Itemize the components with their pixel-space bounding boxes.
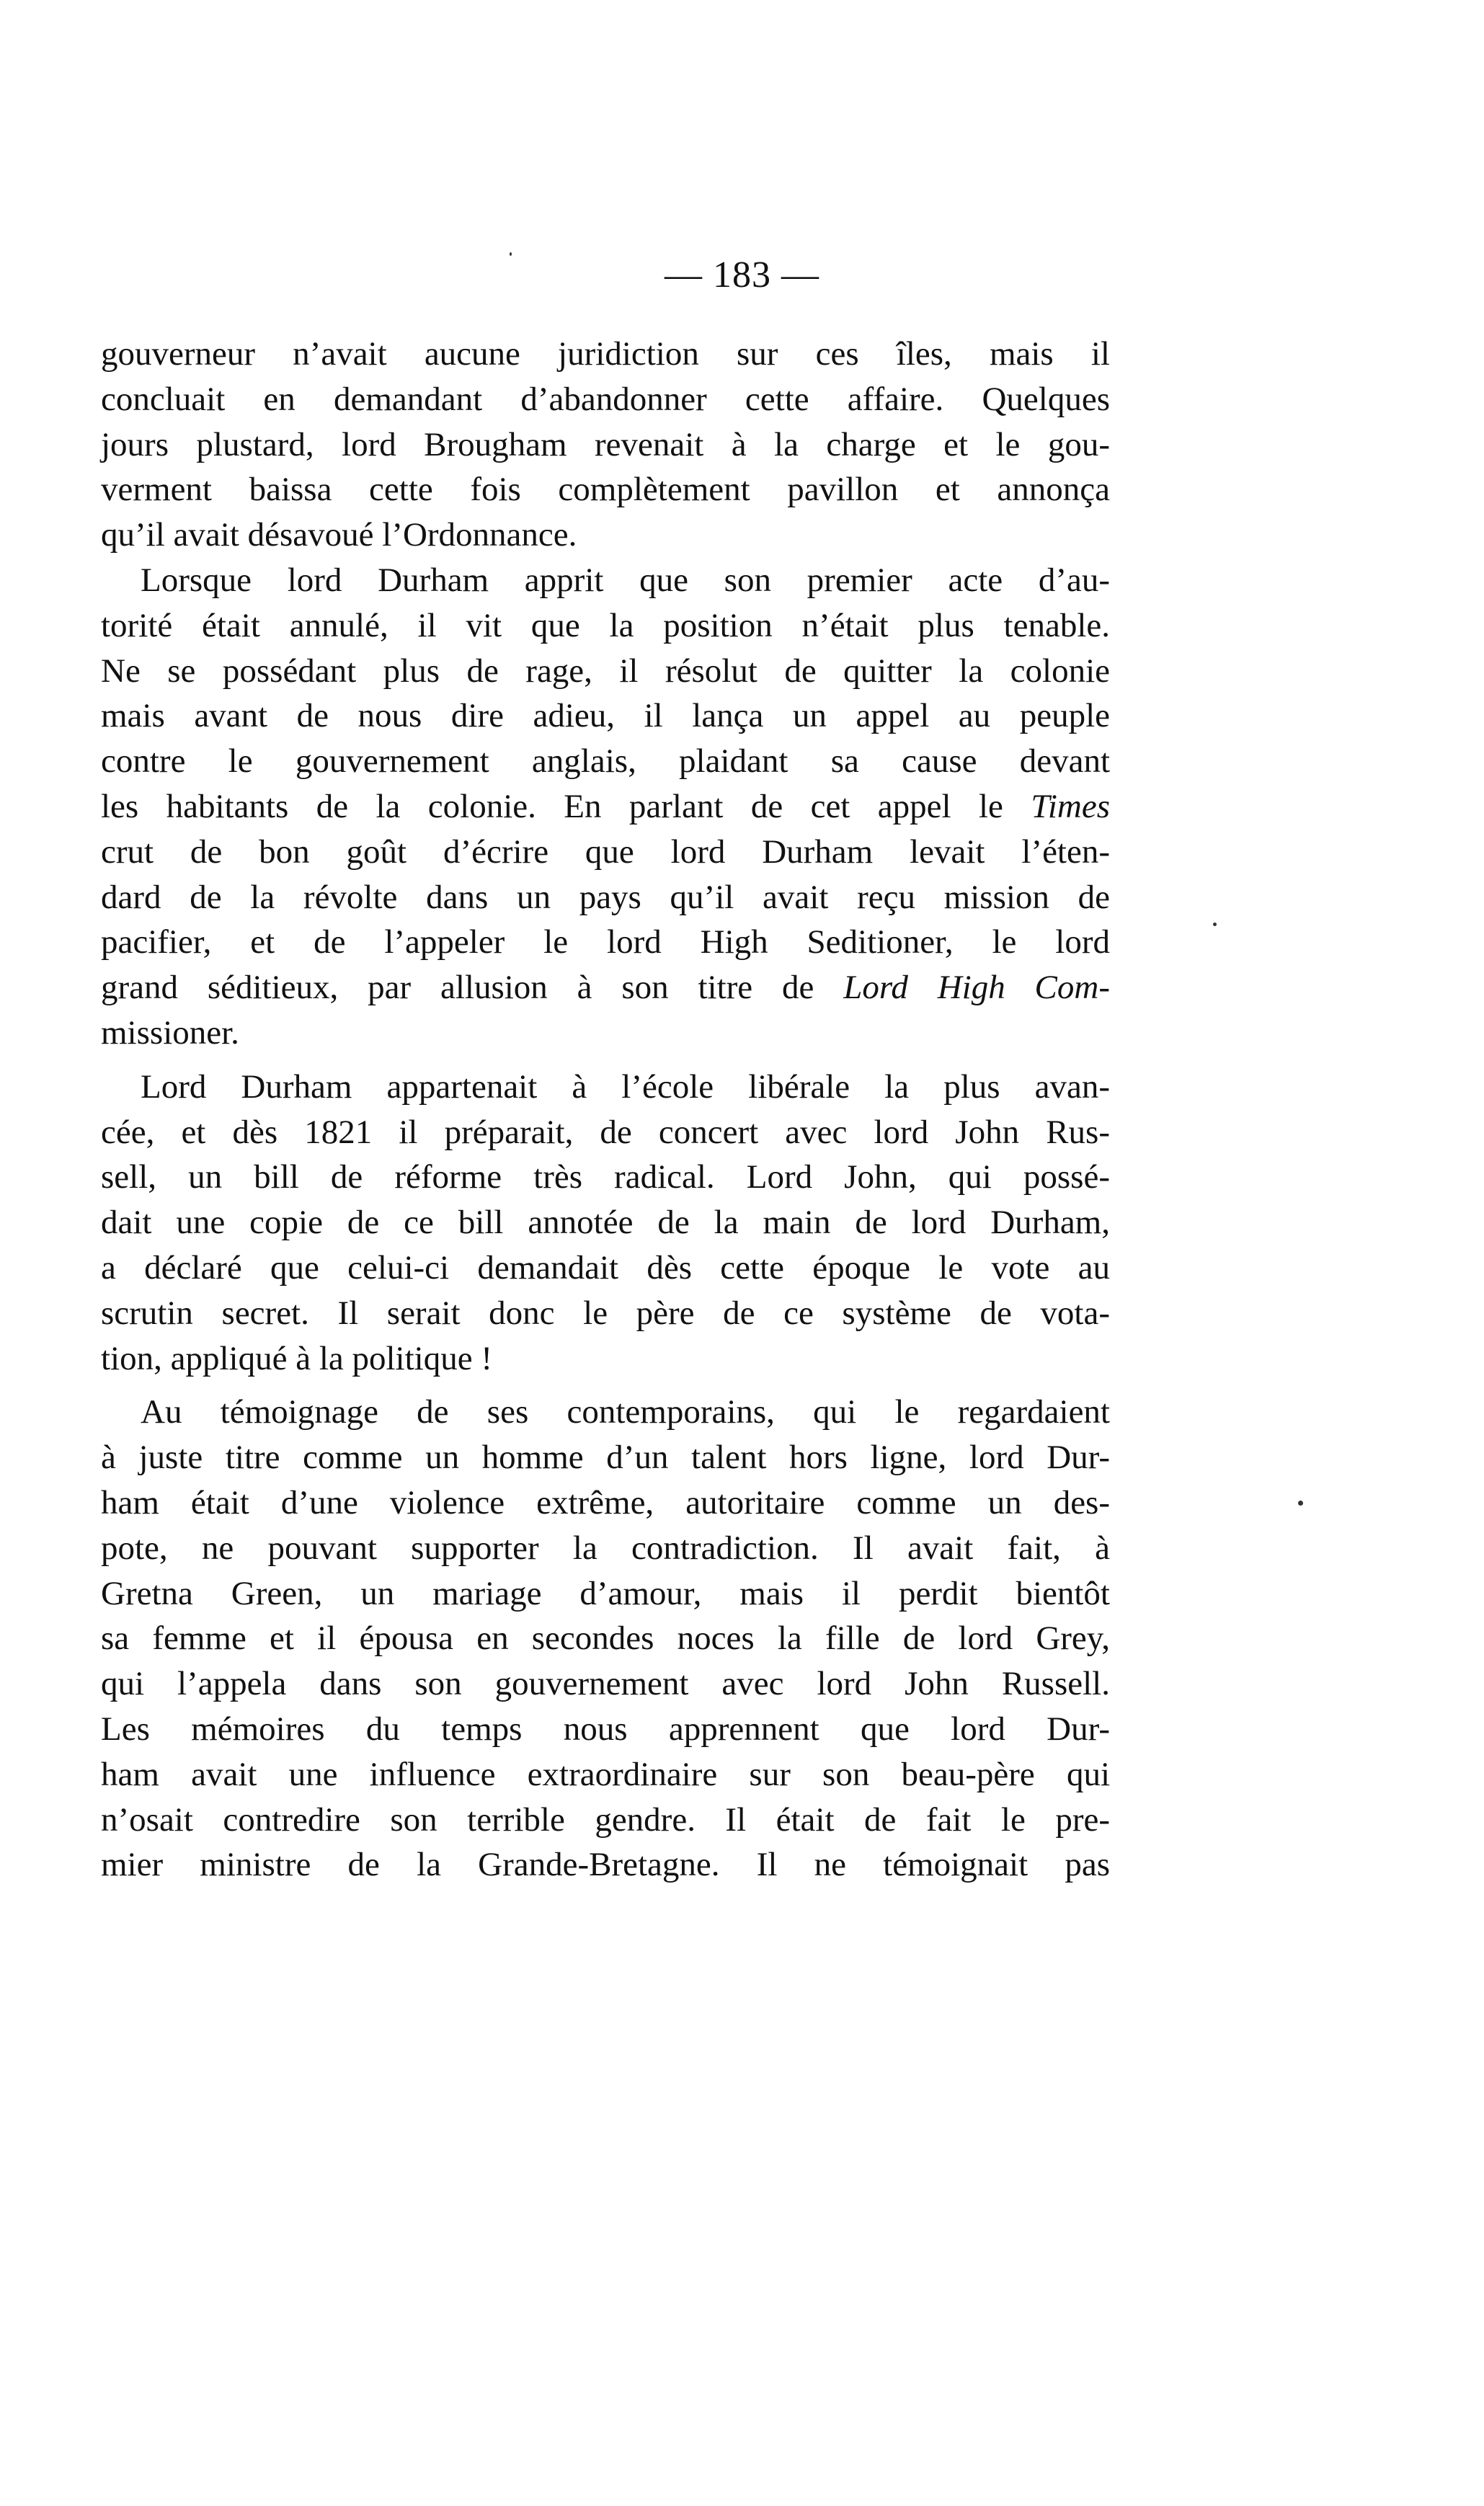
text-line: mier ministre de la Grande-Bretagne. Il ne témoignait pas (101, 1846, 1110, 1884)
text-line: sa femme et il épousa en secondes noces la fille de lord Grey, (101, 1619, 1110, 1658)
text-line: concluait en demandant d’abandonner cette affaire. Quelques (101, 380, 1110, 418)
text-line-with-italic (101, 965, 1110, 1010)
text-line: pote, ne pouvant supporter la contradiction. Il avait fait, à (101, 1529, 1110, 1567)
paper-speck (1213, 923, 1217, 926)
text-line: scrutin secret. Il serait donc le père de ce système de vota- (101, 1294, 1110, 1332)
text-segment: grand séditieux, par allusion à son titre de (101, 969, 814, 1007)
text-line: verment baissa cette fois complètement pavillon et annonça (101, 471, 1110, 509)
text-line: Lord Durham appartenait à l’école libérale la plus avan- (141, 1067, 1110, 1106)
italic-newspaper-name: Times (1031, 787, 1111, 825)
body-text (101, 332, 1110, 1888)
text-line: tion, appliqué à la politique ! (101, 1339, 492, 1377)
text-line: contre le gouvernement anglais, plaidant sa cause devant (101, 742, 1110, 781)
page-number: — 183 — (665, 254, 819, 296)
text-line: mais avant de nous dire adieu, il lança un appel au peuple (101, 697, 1110, 735)
text-line-italic: missioner. (101, 1013, 239, 1052)
text-line: Les mémoires du temps nous apprennent que lord Dur- (101, 1710, 1110, 1748)
paragraph-gap (101, 1381, 1110, 1390)
text-segment: les habitants de la colonie. En parlant de cet appel le (101, 787, 1003, 825)
text-line: ham avait une influence extraordinaire sur son beau-père qui (101, 1755, 1110, 1793)
text-line: crut de bon goût d’écrire que lord Durham levait l’éten- (101, 832, 1110, 871)
text-line: dard de la révolte dans un pays qu’il avait reçu mission de (101, 878, 1110, 916)
text-line: gouverneur n’avait aucune juridiction sur ces îles, mais il (101, 335, 1110, 373)
text-line: torité était annulé, il vit que la position n’était plus tenable. (101, 606, 1110, 644)
paragraph-4 (101, 1390, 1110, 1888)
text-line: pacifier, et de l’appeler le lord High Seditioner, le lord (101, 923, 1110, 961)
text-line: qui l’appela dans son gouvernement avec lord John Russell. (101, 1665, 1110, 1703)
text-line: Ne se possédant plus de rage, il résolut de quitter la colonie (101, 652, 1110, 690)
text-line: n’osait contredire son terrible gendre. Il était de fait le pre- (101, 1800, 1110, 1839)
text-line: cée, et dès 1821 il préparait, de concert avec lord John Rus- (101, 1113, 1110, 1151)
paragraph-3 (101, 1065, 1110, 1382)
paper-speck (1298, 1501, 1303, 1506)
text-line-with-italic (101, 784, 1110, 830)
text-line: Gretna Green, un mariage d’amour, mais il perdit bientôt (101, 1574, 1110, 1612)
text-line: sell, un bill de réforme très radical. Lord John, qui possé- (101, 1158, 1110, 1196)
text-line: à juste titre comme un homme d’un talent hors ligne, lord Dur- (101, 1439, 1110, 1477)
text-line: a déclaré que celui-ci demandait dès cette époque le vote au (101, 1248, 1110, 1287)
text-line: dait une copie de ce bill annotée de la main de lord Durham, (101, 1204, 1110, 1242)
paragraph-2 (101, 558, 1110, 1056)
text-line: jours plustard, lord Brougham revenait à la charge et le gou- (101, 425, 1110, 463)
text-line: Lorsque lord Durham apprit que son premier acte d’au- (141, 561, 1110, 599)
text-line: qu’il avait désavoué l’Ordonnance. (101, 516, 577, 554)
text-line: Au témoignage de ses contemporains, qui le regardaient (141, 1393, 1110, 1431)
paragraph-gap (101, 1056, 1110, 1065)
paragraph-1 (101, 332, 1110, 558)
text-line: ham était d’une violence extrême, autoritaire comme un des- (101, 1483, 1110, 1521)
paper-speck (510, 252, 512, 256)
italic-title: Lord High Com- (843, 969, 1110, 1007)
